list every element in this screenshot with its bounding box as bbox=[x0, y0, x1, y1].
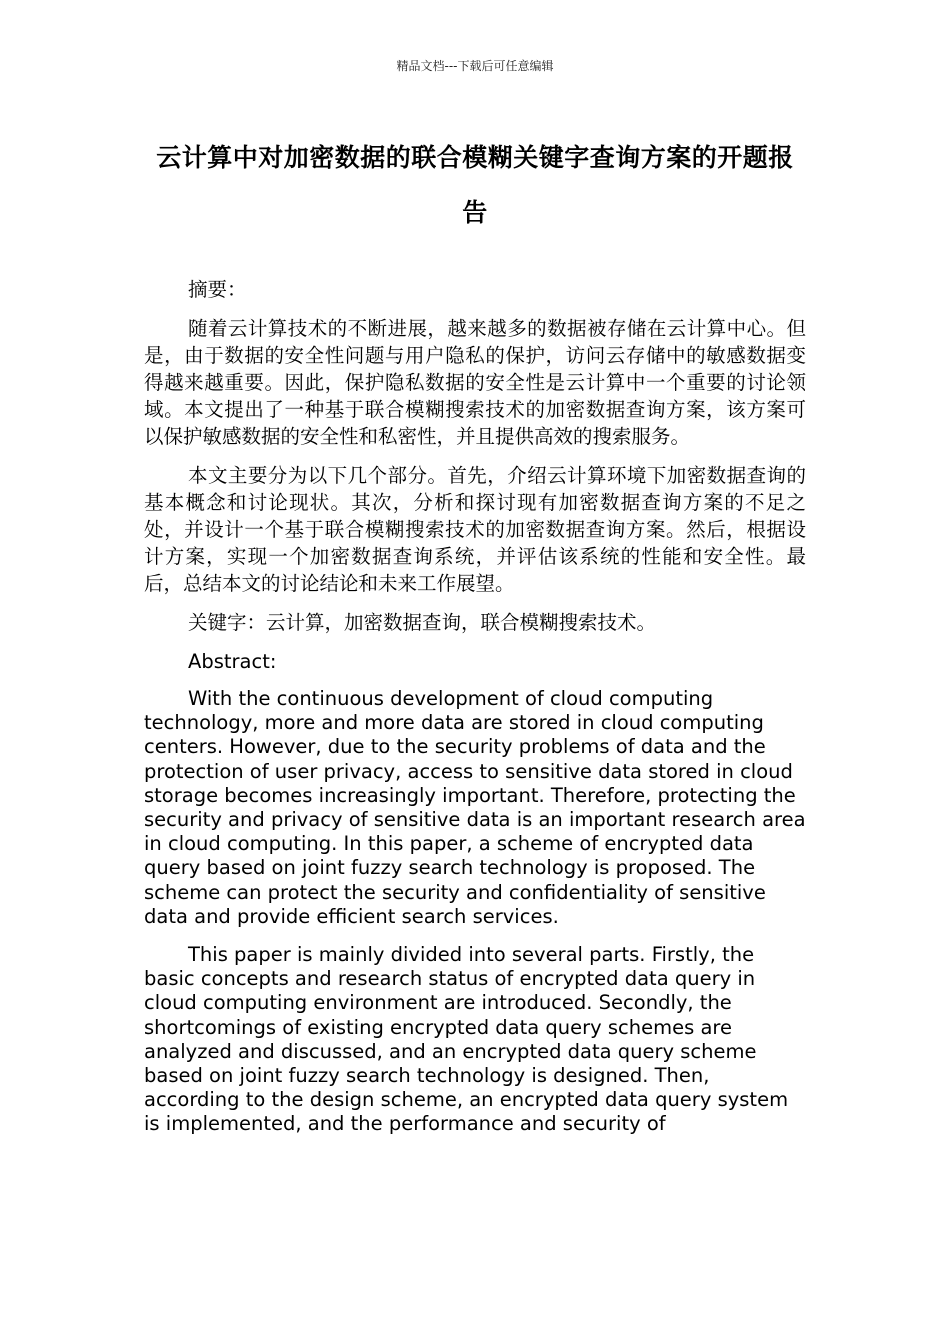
abstract-cn-paragraph-1: 随着云计算技术的不断进展，越来越多的数据被存储在云计算中心。但是，由于数据的安全性问题与用户隐私的保护，访问云存储中的敏感数据变得越来越重要。因此，保护隐私数据的安全性是云计算中一个重要的讨论领域。本文提出了一种基于联合模糊搜索技术的加密数据查询方案，该方案可以保护敏感数据的安全性和私密性，并且提供高效的搜索服务。 bbox=[144, 317, 806, 448]
abstract-en-label: Abstract: bbox=[188, 650, 277, 673]
keywords-line: 关键字：云计算，加密数据查询，联合模糊搜索技术。 bbox=[188, 611, 657, 634]
page-header-note: 精品文档---下载后可任意编辑 bbox=[396, 59, 554, 73]
abstract-en-paragraph-1: With the continuous development of cloud computing technology, more and more data are stored in cloud computing centers. However, due to the security problems of data and the protection of user privacy, access to sensitive data stored in cloud storage becomes increasingly important. Therefore, protecting the security and privacy of sensitive data is an important research area in cloud computing. In this paper, a scheme of encrypted data query based on joint fuzzy search technology is proposed. The scheme can protect the security and confidentiality of sensitive data and provide efficient search services. bbox=[144, 687, 806, 928]
abstract-en-paragraph-2: This paper is mainly divided into several parts. Firstly, the basic concepts and research status of encrypted data query in cloud computing environment are introduced. Secondly, the shortcomings of existing encrypted data query schemes are analyzed and discussed, and an encrypted data query scheme based on joint fuzzy search technology is designed. Then, according to the design scheme, an encrypted data query system is implemented, and the performance and security of bbox=[144, 943, 789, 1136]
document-title: 云计算中对加密数据的联合模糊关键字查询方案的开题报告 bbox=[156, 143, 794, 227]
document-body bbox=[144, 130, 806, 1151]
abstract-cn-paragraph-2: 本文主要分为以下几个部分。首先，介绍云计算环境下加密数据查询的基本概念和讨论现状。其次，分析和探讨现有加密数据查询方案的不足之处，并设计一个基于联合模糊搜索技术的加密数据查询方案。然后，根据设计方案，实现一个加密数据查询系统，并评估该系统的性能和安全性。最后，总结本文的讨论结论和未来工作展望。 bbox=[144, 464, 806, 595]
abstract-cn-label: 摘要： bbox=[188, 278, 247, 301]
